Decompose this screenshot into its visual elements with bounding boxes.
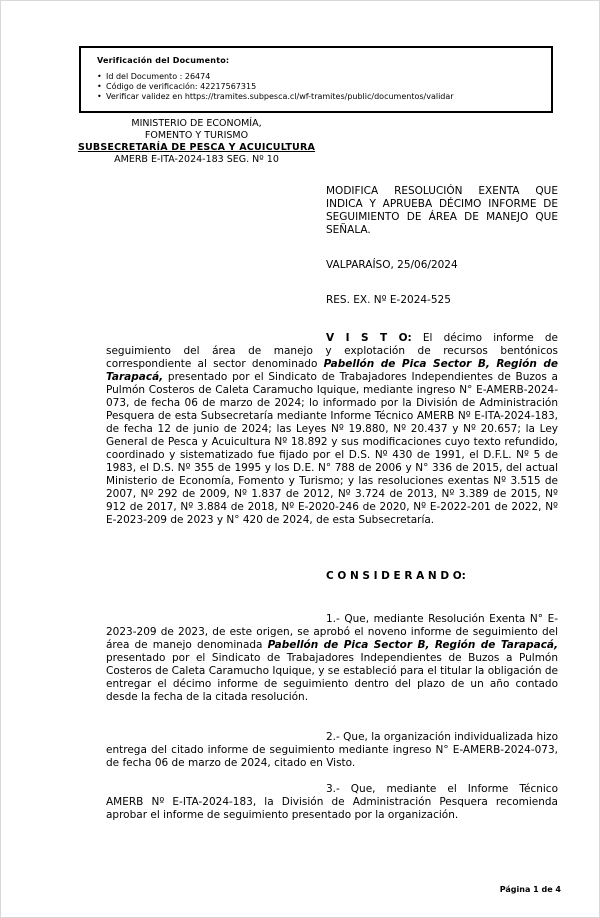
visto-paragraph: [106, 332, 558, 527]
considerando-paragraph-2: 2.- Que, la organización individualizada hizo entrega del citado informe de seguimiento mediante ingreso N° E-AMERB-2024-073, de fecha 06 de marzo de 2024, citado en Visto.: [106, 731, 558, 769]
page-number: Página 1 de 4: [499, 885, 561, 894]
considerando-heading: C O N S I D E R A N D O:: [326, 570, 466, 582]
verification-url-text: Verificar validez en https://tramites.subpesca.cl/wf-tramites/public/documentos/validar: [106, 92, 454, 101]
verification-title: Verificación del Documento:: [97, 56, 230, 65]
visto-label: V I S T O:: [326, 332, 412, 344]
letterhead: [29, 118, 364, 166]
resolution-number: RES. EX. Nº E-2024-525: [326, 294, 451, 306]
verification-item-url: [97, 92, 541, 102]
verification-item-text: Código de verificación: 42217567315: [106, 82, 257, 91]
ministry-line-2: FOMENTO Y TURISMO: [144, 130, 249, 141]
bullet-icon: [97, 82, 106, 92]
area-name-emphasis: Pabellón de Pica Sector B, Región de Tarapacá,: [106, 358, 558, 383]
page-footer: [106, 885, 561, 894]
verification-item-list: [97, 72, 541, 102]
area-name-emphasis: Pabellón de Pica Sector B, Región de Tarapacá,: [267, 639, 558, 651]
resolution-title: MODIFICA RESOLUCIÓN EXENTA QUE INDICA Y APRUEBA DÉCIMO INFORME DE SEGUIMIENTO DE ÁREA DE MANEJO QUE SEÑALA.: [326, 185, 558, 236]
bullet-icon: [97, 72, 106, 82]
verification-box: [79, 46, 553, 113]
verification-item-document-id: [97, 72, 541, 82]
bullet-icon: [97, 92, 106, 102]
place-date: VALPARAÍSO, 25/06/2024: [326, 259, 458, 271]
considerando-paragraph-3: 3.- Que, mediante el Informe Técnico AMERB Nº E-ITA-2024-183, la División de Administración Pesquera recomienda aprobar el informe de seguimiento presentado por la organización.: [106, 783, 558, 821]
considerando-paragraph-1: [106, 613, 558, 704]
subsecretaria-title: SUBSECRETARÍA DE PESCA Y ACUICULTURA: [77, 142, 316, 153]
ministry-line-1: MINISTERIO DE ECONOMÍA,: [131, 118, 262, 129]
verification-item-code: [97, 82, 541, 92]
verification-item-text: Id del Documento : 26474: [106, 72, 211, 81]
paragraph-1-after: presentado por el Sindicato de Trabajadores Independientes de Buzos a Pulmón Costeros de Caleta Caramucho Iquique, y se estableció para el titular la obligación de entregar el décimo informe de seguimiento dentro del plazo de un año contado desde la fecha de la citada resolución.: [106, 652, 558, 703]
visto-text-after: presentado por el Sindicato de Trabajadores Independientes de Buzos a Pulmón Costeros de Caleta Caramucho Iquique, mediante ingreso N° E-AMERB-2024-073, de fecha 06 de marzo de 2024; lo informado por la División de Administración Pesquera de esta Subsecretaría mediante Informe Técnico AMERB Nº E-ITA-2024-183, de fecha 12 de junio de 2024; las Leyes Nº 19.880, Nº 20.437 y Nº 20.657; la Ley General de Pesca y Acuicultura Nº 18.892 y sus modificaciones cuyo texto refundido, coordinado y sistematizado fue fijado por el D.S. Nº 430 de 1991, el D.F.L. Nº 5 de 1983, el D.S. Nº 355 de 1995 y los D.E. N° 788 de 2006 y N° 336 de 2015, del actual Ministerio de Economía, Fomento y Turismo; y las resoluciones exentas Nº 3.515 de 2007, Nº 292 de 2009, Nº 1.837 de 2012, Nº 3.724 de 2013, Nº 3.389 de 2015, Nº 912 de 2017, Nº 3.884 de 2018, Nº E-2020-246 de 2020, Nº E-2022-201 de 2022, Nº E-2023-209 de 2023 y N° 420 de 2024, de esta Subsecretaría.: [106, 371, 558, 526]
document-reference: AMERB E-ITA-2024-183 SEG. Nº 10: [114, 154, 279, 165]
visto-text-before: El décimo informe de seguimiento del área de manejo y explotación de recursos bentónicos correspondiente al sector denominado: [106, 332, 558, 370]
paragraph-1-before: 1.- Que, mediante Resolución Exenta N° E-2023-209 de 2023, de este origen, se aprobó el noveno informe de seguimiento del área de manejo denominada: [106, 613, 558, 651]
